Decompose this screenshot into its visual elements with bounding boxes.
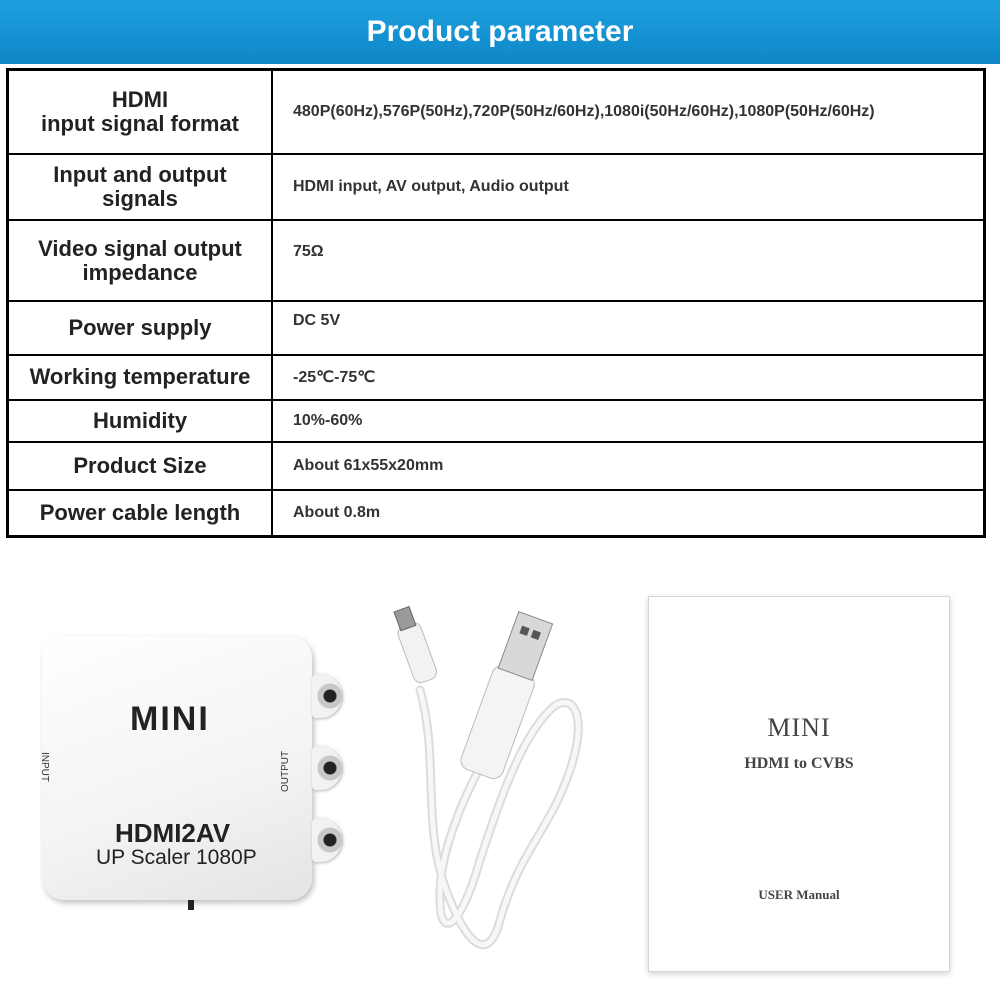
- spec-value: About 0.8m: [272, 490, 985, 536]
- rca-port-icon: [312, 674, 342, 718]
- spec-label: Power supply: [8, 301, 273, 355]
- spec-value: 75Ω: [272, 220, 985, 301]
- table-row: [8, 301, 985, 355]
- spec-table: [6, 68, 986, 538]
- spec-value: HDMI input, AV output, Audio output: [272, 154, 985, 220]
- table-row: [8, 70, 985, 155]
- product-photo: [0, 560, 1000, 1000]
- table-row: [8, 490, 985, 536]
- page-banner: [0, 0, 1000, 64]
- manual-footer: USER Manual: [758, 887, 840, 902]
- user-manual: [648, 596, 950, 972]
- adapter-logo: MINI: [130, 700, 210, 738]
- adapter-model: HDMI2AV: [115, 818, 231, 848]
- spec-value: 10%-60%: [272, 400, 985, 442]
- spec-label: HDMI input signal format: [8, 70, 273, 155]
- rca-port-icon: [312, 746, 342, 790]
- spec-value: -25℃-75℃: [272, 355, 985, 399]
- spec-value: 480P(60Hz),576P(50Hz),720P(50Hz/60Hz),1080i(50Hz/60Hz),1080P(50Hz/60Hz): [272, 70, 985, 155]
- manual-subtitle: HDMI to CVBS: [744, 755, 854, 772]
- usb-cable-icon: [380, 600, 620, 980]
- led-icon: [188, 900, 194, 910]
- spec-value: About 61x55x20mm: [272, 442, 985, 490]
- spec-label: Power cable length: [8, 490, 273, 536]
- table-row: [8, 154, 985, 220]
- manual-title: MINI: [767, 713, 831, 742]
- spec-label: Product Size: [8, 442, 273, 490]
- adapter-output-label: OUTPUT: [280, 750, 291, 792]
- table-row: [8, 355, 985, 399]
- spec-label: Video signal output impedance: [8, 220, 273, 301]
- spec-label: Input and output signals: [8, 154, 273, 220]
- spec-label: Working temperature: [8, 355, 273, 399]
- banner-title: Product parameter: [366, 15, 634, 48]
- adapter-subtitle: UP Scaler 1080P: [96, 846, 257, 869]
- table-row: [8, 442, 985, 490]
- spec-value: DC 5V: [272, 301, 985, 355]
- table-row: [8, 400, 985, 442]
- spec-label: Humidity: [8, 400, 273, 442]
- rca-port-icon: [312, 818, 342, 862]
- table-row: [8, 220, 985, 301]
- adapter-input-label: INPUT: [39, 752, 50, 782]
